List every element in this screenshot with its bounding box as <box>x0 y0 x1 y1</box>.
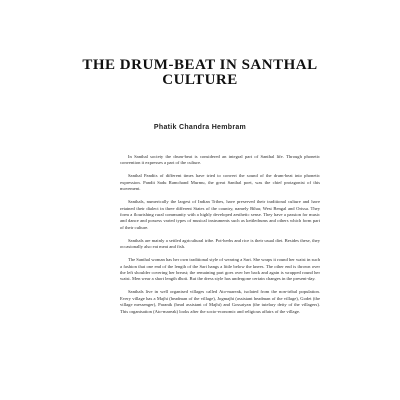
paragraph: Santhals, numerically the largest of Indian Tribes, have preserved their traditional culture and have retained their dialect in three different States of the country, namely Bihar, West Bengal and Orissa. They form a flourishing rural community with a highly developed aesthetic sense. They have a passion for music and dance and possess varied types of musical instruments such as kettledrums and others which form part of their culture. <box>120 199 320 230</box>
paragraph: Santhals are mainly a settled agricultural tribe. Pot-herbs and rice is their usual diet. Besides these, they occasionally also eat meat and fish. <box>120 237 320 250</box>
paragraph: In Santhal society the drum-beat is considered an integral part of Santhal life. Through phonetic convention it expresses a part of the culture. <box>120 154 320 166</box>
article-title-line-1: THE DRUM-BEAT IN SANTHAL <box>82 57 318 73</box>
article-body <box>120 154 320 322</box>
article-title-line-2: CULTURE <box>162 72 238 88</box>
paragraph: Santhals live in well organised villages called Ato-mareak, isolated from the non-tribal population. Every village has a Majhi (headman of the village), Jogmajhi (assistant headman of the village), Godet (the village messenger), Paranik (head assistant of Majhi) and Gossaiyan (the tutelary deity of the villagers). This organisation (Ato-mareak) looks after the socio-economic and religious affairs of the village. <box>120 289 320 314</box>
author-name: Phatik Chandra Hembram <box>153 124 247 131</box>
paragraph: Santhal Pandits of different times have tried to convert the sound of the drum-beat into phonetic expression. Pandit Sadu Ramchand Murmu, the great Santhal poet, was the chief protagonist of this movement. <box>120 173 320 192</box>
paragraph: The Santhal woman has her own traditional style of wearing a Sari. She wraps it round her waist in such a fashion that one end of the length of the Sari hangs a little below the knees. The other end is thrown over the left shoulder covering her breast; the remaining part goes over her back and again is wrapped round her waist. Men wear a short length dhoti. But the dress style has undergone certain changes in the present-day. <box>120 257 320 282</box>
